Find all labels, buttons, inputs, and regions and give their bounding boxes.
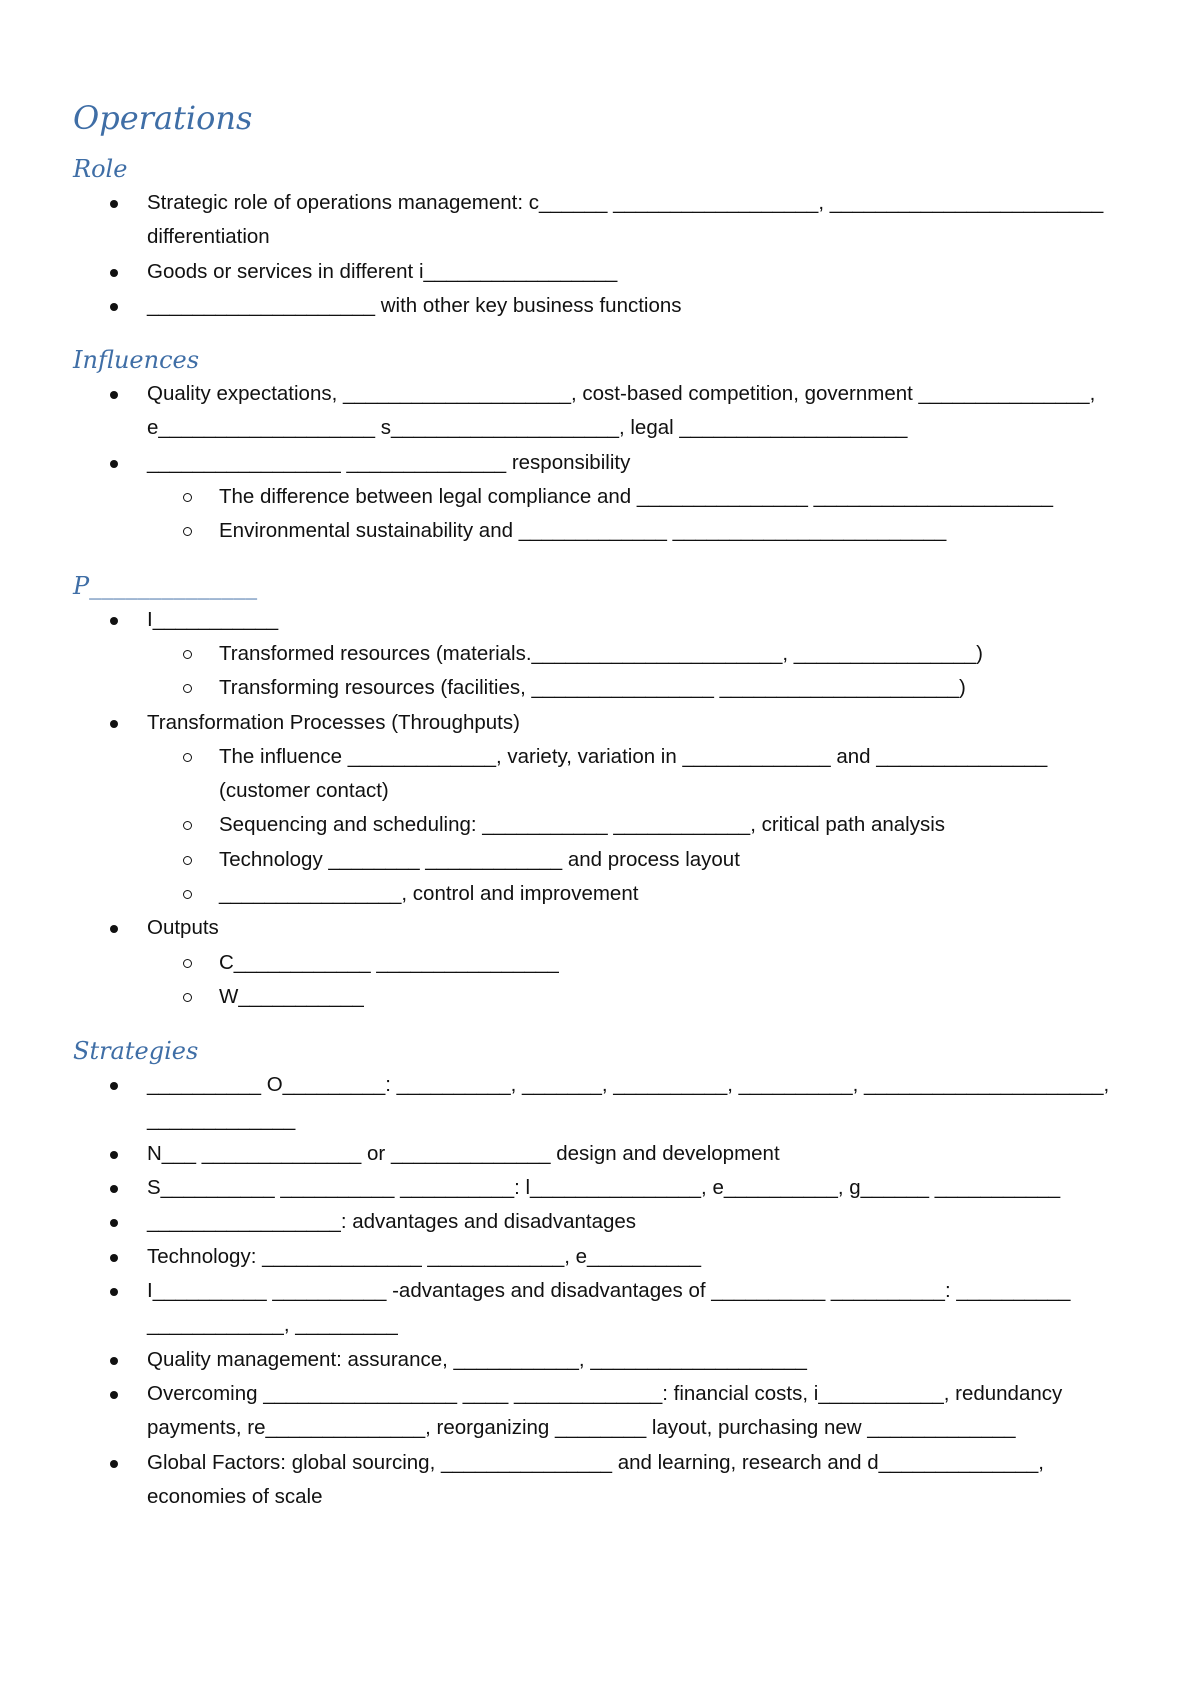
sub-list-item: The influence _____________, variety, variation in _____________ and _______________ (customer contact) (73, 740, 1140, 809)
sub-list-item: Transforming resources (facilities, ________________ _____________________) (73, 671, 1140, 705)
list-item: Strategic role of operations management: c______ __________________, ________________________ differentiation (73, 186, 1140, 255)
list-item: N___ ______________ or ______________ design and development (73, 1137, 1140, 1171)
strategies-list (73, 1068, 1140, 1514)
processes-list (73, 603, 1140, 1015)
sub-list-item: W___________ (73, 980, 1140, 1014)
list-item: Quality expectations, ____________________, cost-based competition, government _______________, e___________________ s____________________, legal ____________________ (73, 377, 1140, 446)
list-item: Technology: ______________ ____________, e__________ (73, 1240, 1140, 1274)
list-item: I__________ __________ -advantages and disadvantages of __________ __________: __________ ____________, _________ (73, 1274, 1140, 1343)
section-heading-processes: P______________ (73, 571, 258, 600)
list-item: Quality management: assurance, ___________, ___________________ (73, 1343, 1140, 1377)
section-heading-strategies: Strategies (73, 1037, 199, 1066)
list-item: _________________: advantages and disadvantages (73, 1205, 1140, 1239)
sub-list-item: Transformed resources (materials.______________________, ________________) (73, 637, 1140, 671)
list-item-outputs: Outputs (73, 911, 1140, 945)
section-heading-influences: Influences (73, 346, 200, 375)
sub-list-item: Environmental sustainability and _____________ ________________________ (73, 514, 1140, 548)
influences-list (73, 377, 1140, 548)
list-item: Goods or services in different i_________________ (73, 255, 1140, 289)
list-item: Overcoming _________________ ____ _____________: financial costs, i___________, redundancy payments, re______________, reorganizing ________ layout, purchasing new _____________ (73, 1377, 1140, 1446)
list-item: __________ O_________: __________, _______, __________, __________, _____________________, _____________ (73, 1068, 1140, 1137)
list-item: S__________ __________ __________: l_______________, e__________, g______ ___________ (73, 1171, 1140, 1205)
document-title: Operations (73, 99, 253, 137)
sub-list-item: ________________, control and improvement (73, 877, 1140, 911)
list-item: ____________________ with other key business functions (73, 289, 1140, 323)
sub-list-item: Technology ________ ____________ and process layout (73, 843, 1140, 877)
sub-list-item: C____________ ________________ (73, 946, 1140, 980)
sub-list-item: The difference between legal compliance and _______________ _____________________ (73, 480, 1140, 514)
list-item: _________________ ______________ responsibility (73, 446, 1140, 480)
sub-list-item: Sequencing and scheduling: ___________ ____________, critical path analysis (73, 808, 1140, 842)
list-item: Global Factors: global sourcing, _______________ and learning, research and d______________, economies of scale (73, 1446, 1140, 1515)
section-heading-role: Role (73, 155, 128, 183)
role-list (73, 186, 1140, 323)
list-item-inputs: I___________ (73, 603, 1140, 637)
list-item-transformation: Transformation Processes (Throughputs) (73, 706, 1140, 740)
